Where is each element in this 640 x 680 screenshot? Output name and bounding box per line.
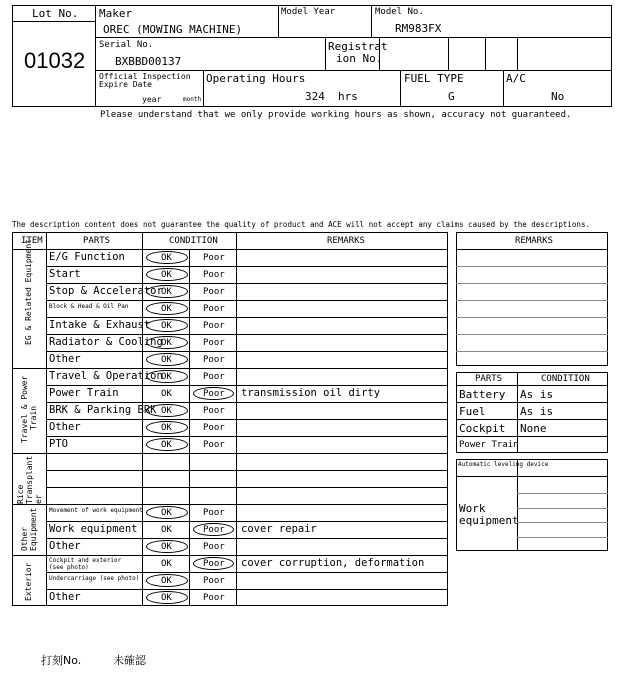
part-cockpit: Cockpit — [459, 422, 506, 435]
ok-option: OK — [161, 423, 172, 433]
ok-option: OK — [161, 593, 172, 603]
poor-option: Poor — [203, 440, 225, 450]
ok-option: OK — [161, 508, 172, 518]
cond-cockpit: None — [520, 422, 547, 435]
poor-option: Poor — [203, 559, 225, 569]
ok-option: OK — [161, 525, 172, 535]
poor-option: Poor — [203, 270, 225, 280]
row-remark: cover corruption, deformation — [241, 557, 425, 569]
work-equipment-label-1: Work — [459, 502, 486, 515]
row-remark: cover repair — [241, 523, 317, 535]
ok-option: OK — [161, 304, 172, 314]
hours-note: Please understand that we only provide working hours as shown, accuracy not guaranteed. — [100, 110, 572, 120]
part-fuel: Fuel — [459, 405, 486, 418]
poor-option: Poor — [203, 593, 225, 603]
model-no-label: Model No. — [375, 7, 424, 17]
ok-circle-mark — [146, 506, 188, 519]
ok-circle-mark — [146, 591, 188, 604]
ok-circle-mark — [146, 421, 188, 434]
ok-option: OK — [161, 406, 172, 416]
ok-option: OK — [161, 576, 172, 586]
ok-option: OK — [161, 542, 172, 552]
registration-label-2: ion No. — [336, 52, 383, 65]
poor-option: Poor — [203, 355, 225, 365]
ok-circle-mark — [146, 370, 188, 383]
stamp-label: 打刻No. — [41, 654, 82, 667]
right-remarks-box — [456, 232, 608, 366]
poor-option: Poor — [203, 304, 225, 314]
serial-label: Serial No. — [99, 40, 154, 50]
serial-value: BXBBD00137 — [115, 55, 182, 68]
ok-option: OK — [161, 253, 172, 263]
year-label: year — [142, 95, 162, 104]
hours-label: Operating Hours — [206, 72, 306, 85]
ac-value: No — [551, 90, 565, 103]
condition-header: CONDITION — [541, 374, 590, 384]
lot-number: 01032 — [24, 48, 86, 73]
poor-option: Poor — [203, 389, 225, 399]
group-travel-2: Train — [29, 405, 38, 430]
disclaimer: The description content does not guarantee the quality of product and ACE will not accept any claims caused by the descriptions. — [12, 220, 590, 229]
poor-option: Poor — [203, 406, 225, 416]
work-equipment-label-2: equipment — [459, 514, 519, 527]
ok-option: OK — [161, 270, 172, 280]
row-part: Work equipment — [49, 523, 138, 535]
poor-option: Poor — [203, 321, 225, 331]
poor-option: Poor — [203, 253, 225, 263]
stamp-status: 未確認 — [113, 654, 146, 667]
row-part: Cockpit and exterior (see photo) — [49, 557, 122, 571]
registration-label-1: Registrat — [328, 40, 388, 53]
group-other-1: Other — [20, 526, 29, 551]
poor-circle-mark — [193, 557, 234, 570]
row-part: E/G Function — [49, 251, 125, 263]
ok-circle-mark — [146, 574, 188, 587]
parts-header: PARTS — [475, 374, 503, 384]
col-parts: PARTS — [83, 236, 111, 246]
ok-option: OK — [161, 287, 172, 297]
row-part: BRK & Parking BRK — [49, 404, 157, 416]
group-rice-2: Transplant — [25, 455, 34, 504]
poor-option: Poor — [203, 372, 225, 382]
group-exterior: Exterior — [24, 562, 33, 601]
poor-option: Poor — [203, 423, 225, 433]
ac-label: A/C — [506, 72, 526, 85]
row-part: Other — [49, 540, 81, 552]
row-part: PTO — [49, 438, 68, 450]
ok-option: OK — [161, 559, 172, 569]
ok-circle-mark — [146, 285, 188, 298]
group-rice-3: er — [34, 494, 43, 504]
ok-option: OK — [161, 321, 172, 331]
poor-option: Poor — [203, 287, 225, 297]
right-remarks-header: REMARKS — [515, 236, 553, 246]
maker-label: Maker — [99, 7, 133, 20]
part-power-train: Power Train — [459, 440, 519, 450]
row-part: Block & Head & Oil Pan — [49, 303, 129, 310]
maker-value: OREC (MOWING MACHINE) — [103, 23, 243, 36]
row-part: Other — [49, 591, 81, 603]
row-part: Other — [49, 421, 81, 433]
ok-option: OK — [161, 389, 172, 399]
poor-circle-mark — [193, 387, 234, 400]
row-part: Undercarriage (see photo) — [49, 575, 140, 582]
poor-option: Poor — [203, 542, 225, 552]
col-remarks: REMARKS — [327, 236, 365, 246]
ok-circle-mark — [146, 302, 188, 315]
row-part: Power Train — [49, 387, 119, 399]
ok-circle-mark — [146, 438, 188, 451]
row-part: Movement of work equipment — [49, 507, 143, 514]
ok-option: OK — [161, 440, 172, 450]
model-year-label: Model Year — [281, 7, 336, 17]
ok-circle-mark — [146, 268, 188, 281]
cond-battery: As is — [520, 388, 554, 401]
row-part: Radiator & Cooling — [49, 336, 163, 348]
col-condition: CONDITION — [169, 236, 218, 246]
row-part: Travel & Operation — [49, 370, 163, 382]
ok-circle-mark — [146, 319, 188, 332]
part-battery: Battery — [459, 388, 506, 401]
month-label: month — [183, 96, 202, 103]
row-part: Other — [49, 353, 81, 365]
group-other-2: Equipment — [29, 507, 38, 551]
ok-circle-mark — [146, 336, 188, 349]
poor-option: Poor — [203, 338, 225, 348]
fuel-label: FUEL TYPE — [404, 72, 464, 85]
ok-circle-mark — [146, 404, 188, 417]
ok-option: OK — [161, 372, 172, 382]
model-no-value: RM983FX — [395, 22, 442, 35]
poor-option: Poor — [203, 508, 225, 518]
ok-option: OK — [161, 338, 172, 348]
group-eg-related: EG & Related Equipment — [24, 239, 33, 345]
group-travel-1: Travel & Power — [20, 375, 29, 443]
ok-option: OK — [161, 355, 172, 365]
lot-label: Lot No. — [32, 7, 79, 20]
poor-option: Poor — [203, 525, 225, 535]
row-part: Intake & Exhaust — [49, 319, 151, 331]
fuel-value: G — [448, 90, 455, 103]
col-item: ITEM — [21, 236, 43, 246]
hours-value: 324 — [305, 90, 325, 103]
poor-circle-mark — [193, 523, 234, 536]
ok-circle-mark — [146, 251, 188, 264]
inspection-label-1: Official Inspection — [99, 72, 191, 81]
row-part: Stop & Accelerator — [49, 285, 163, 297]
group-rice-1: Rice — [16, 484, 25, 504]
ok-circle-mark — [146, 353, 188, 366]
hours-unit: hrs — [338, 90, 358, 103]
auto-leveling-label: Automatic leveling device — [458, 461, 549, 468]
row-part: Start — [49, 268, 81, 280]
inspection-label-2: Expire Date — [99, 80, 152, 89]
row-remark: transmission oil dirty — [241, 387, 381, 399]
ok-circle-mark — [146, 540, 188, 553]
poor-option: Poor — [203, 576, 225, 586]
cond-fuel: As is — [520, 405, 554, 418]
